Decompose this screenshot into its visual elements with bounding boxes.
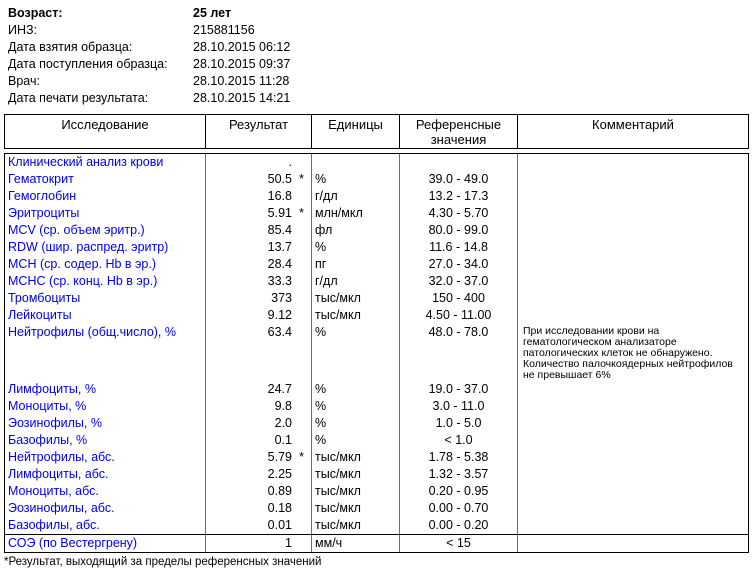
result-row — [5, 273, 748, 290]
result-cell — [205, 324, 311, 381]
reference-range-cell: 32.0 - 37.0 — [399, 273, 517, 290]
test-name-cell: Эозинофилы, абс. — [8, 501, 115, 515]
result-cell — [205, 432, 311, 449]
result-row — [5, 171, 748, 188]
reference-range-cell: 1.0 - 5.0 — [399, 415, 517, 432]
comment-cell — [517, 239, 748, 256]
reference-range-cell: 39.0 - 49.0 — [399, 171, 517, 188]
unit-cell: % — [311, 324, 399, 381]
test-name-cell: Базофилы, абс. — [8, 518, 100, 532]
result-value: 0.89 — [267, 484, 292, 498]
comment-cell — [517, 517, 748, 534]
info-value: 28.10.2015 06:12 — [193, 40, 291, 54]
result-cell — [205, 398, 311, 415]
result-cell — [205, 381, 311, 398]
info-value: 25 лет — [193, 6, 232, 20]
out-of-range-flag: * — [299, 206, 304, 220]
result-value: 2.25 — [267, 467, 292, 481]
unit-cell: тыс/мкл — [311, 449, 399, 466]
result-row — [5, 307, 748, 324]
test-name-cell: Лейкоциты — [8, 308, 72, 322]
result-cell — [205, 290, 311, 307]
result-cell — [205, 500, 311, 517]
test-name-cell: Базофилы, % — [8, 433, 88, 447]
out-of-range-flag: * — [299, 172, 304, 186]
column-header-reference: Референсные значения — [399, 115, 517, 148]
test-name-cell: Клинический анализ крови — [8, 155, 164, 169]
reference-range-cell: 0.00 - 0.20 — [399, 517, 517, 534]
unit-cell: % — [311, 239, 399, 256]
result-cell — [205, 449, 311, 466]
reference-range-cell: 11.6 - 14.8 — [399, 239, 517, 256]
unit-cell: млн/мкл — [311, 205, 399, 222]
comment-cell — [517, 535, 748, 552]
comment-cell: При исследовании крови на гематологическом анализаторе патологических клеток не обнаружено. Количество палочкоядерных нейтрофилов не превышает 6% — [517, 324, 748, 381]
comment-cell — [517, 205, 748, 222]
result-value: 5.91 — [267, 206, 292, 220]
unit-cell: тыс/мкл — [311, 517, 399, 534]
results-table — [4, 114, 749, 553]
result-row — [5, 500, 748, 517]
patient-info-row — [8, 90, 753, 107]
info-label: Дата взятия образца: — [8, 40, 133, 54]
result-value: 16.8 — [267, 189, 292, 203]
result-row — [5, 432, 748, 449]
reference-range-cell: 0.20 - 0.95 — [399, 483, 517, 500]
test-name-cell: Эозинофилы, % — [8, 416, 102, 430]
test-name-cell: RDW (шир. распред. эритр) — [8, 240, 169, 254]
result-value: 28.4 — [267, 257, 292, 271]
info-label: Дата поступления образца: — [8, 57, 168, 71]
unit-cell — [311, 154, 399, 171]
reference-range-cell: 1.78 - 5.38 — [399, 449, 517, 466]
reference-range-cell: < 1.0 — [399, 432, 517, 449]
out-of-range-flag: * — [299, 450, 304, 464]
test-name-cell: Гематокрит — [8, 172, 74, 186]
result-value: 13.7 — [267, 240, 292, 254]
result-value: 24.7 — [267, 382, 292, 396]
result-value: 63.4 — [267, 325, 292, 339]
result-cell — [205, 239, 311, 256]
result-row — [5, 398, 748, 415]
result-cell — [205, 171, 311, 188]
test-name-cell: MCHC (ср. конц. Hb в эр.) — [8, 274, 158, 288]
result-row — [5, 222, 748, 239]
result-cell — [205, 466, 311, 483]
result-value: 9.12 — [267, 308, 292, 322]
comment-cell — [517, 290, 748, 307]
result-value: 0.01 — [267, 518, 292, 532]
unit-cell: % — [311, 415, 399, 432]
result-row — [5, 256, 748, 273]
result-cell — [205, 517, 311, 534]
comment-cell — [517, 432, 748, 449]
result-cell — [205, 256, 311, 273]
result-cell — [205, 205, 311, 222]
test-name-cell: Моноциты, абс. — [8, 484, 99, 498]
unit-cell: тыс/мкл — [311, 500, 399, 517]
result-row — [5, 466, 748, 483]
unit-cell: тыс/мкл — [311, 466, 399, 483]
unit-cell: мм/ч — [311, 535, 399, 552]
reference-range-cell — [399, 154, 517, 171]
test-name-cell: Тромбоциты — [8, 291, 81, 305]
info-value: 215881156 — [193, 23, 255, 37]
unit-cell: г/дл — [311, 188, 399, 205]
column-header-result: Результат — [205, 115, 311, 148]
result-cell — [205, 307, 311, 324]
result-value: 0.18 — [267, 501, 292, 515]
column-header-units: Единицы — [311, 115, 399, 148]
test-name-cell: Нейтрофилы, абс. — [8, 450, 115, 464]
reference-range-cell: 48.0 - 78.0 — [399, 324, 517, 381]
comment-cell — [517, 154, 748, 171]
comment-cell — [517, 188, 748, 205]
result-value: 33.3 — [267, 274, 292, 288]
result-value: 373 — [271, 291, 292, 305]
result-row — [5, 449, 748, 466]
info-value: 28.10.2015 09:37 — [193, 57, 291, 71]
reference-range-cell: 13.2 - 17.3 — [399, 188, 517, 205]
result-cell — [205, 273, 311, 290]
unit-cell: тыс/мкл — [311, 307, 399, 324]
result-row — [5, 415, 748, 432]
result-value: 1 — [285, 536, 292, 550]
comment-cell — [517, 466, 748, 483]
result-value: 50.5 — [267, 172, 292, 186]
result-row — [5, 381, 748, 398]
test-name-cell: СОЭ (по Вестергрену) — [8, 536, 138, 550]
comment-cell — [517, 171, 748, 188]
patient-info-row — [8, 56, 753, 73]
patient-info-row — [8, 5, 753, 22]
comment-cell — [517, 500, 748, 517]
result-row — [5, 290, 748, 307]
patient-info-row — [8, 73, 753, 90]
comment-cell — [517, 222, 748, 239]
info-label: ИНЗ: — [8, 23, 38, 37]
test-name-cell: Эритроциты — [8, 206, 80, 220]
test-name-cell: Нейтрофилы (общ.число), % — [8, 325, 176, 339]
unit-cell: пг — [311, 256, 399, 273]
patient-info-row — [8, 22, 753, 39]
result-row — [5, 154, 748, 171]
unit-cell: % — [311, 432, 399, 449]
test-name-cell: Моноциты, % — [8, 399, 87, 413]
comment-cell — [517, 449, 748, 466]
result-value: 0.1 — [274, 433, 292, 447]
result-value: . — [288, 155, 292, 169]
info-value: 28.10.2015 14:21 — [193, 91, 291, 105]
reference-range-cell: 3.0 - 11.0 — [399, 398, 517, 415]
reference-range-cell: 1.32 - 3.57 — [399, 466, 517, 483]
result-cell — [205, 222, 311, 239]
info-value: 28.10.2015 11:28 — [193, 74, 290, 88]
result-value: 9.8 — [274, 399, 292, 413]
unit-cell: тыс/мкл — [311, 483, 399, 500]
result-row — [5, 239, 748, 256]
result-row — [5, 534, 748, 552]
out-of-range-footnote: *Результат, выходящий за пределы референсных значений — [4, 556, 322, 568]
comment-cell — [517, 256, 748, 273]
reference-range-cell: 0.00 - 0.70 — [399, 500, 517, 517]
unit-cell: % — [311, 398, 399, 415]
comment-cell — [517, 381, 748, 398]
test-name-cell: Лимфоциты, абс. — [8, 467, 109, 481]
test-name-cell: Лимфоциты, % — [8, 382, 96, 396]
reference-range-cell: 4.50 - 11.00 — [399, 307, 517, 324]
result-value: 5.79 — [267, 450, 292, 464]
result-row — [5, 517, 748, 534]
results-table-header — [4, 114, 749, 149]
result-cell — [205, 535, 311, 552]
result-cell — [205, 188, 311, 205]
info-label: Возраст: — [8, 6, 63, 20]
patient-info — [0, 0, 753, 107]
result-row — [5, 205, 748, 222]
info-label: Врач: — [8, 74, 40, 88]
column-header-comment: Комментарий — [517, 115, 748, 148]
result-row — [5, 324, 748, 381]
unit-cell: % — [311, 171, 399, 188]
reference-range-cell: 80.0 - 99.0 — [399, 222, 517, 239]
unit-cell: % — [311, 381, 399, 398]
reference-range-cell: 150 - 400 — [399, 290, 517, 307]
result-cell — [205, 154, 311, 171]
result-value: 85.4 — [267, 223, 292, 237]
info-label: Дата печати результата: — [8, 91, 149, 105]
comment-cell — [517, 398, 748, 415]
test-name-cell: MCV (ср. объем эритр.) — [8, 223, 145, 237]
comment-cell — [517, 483, 748, 500]
result-row — [5, 483, 748, 500]
result-cell — [205, 415, 311, 432]
test-name-cell: Гемоглобин — [8, 189, 77, 203]
unit-cell: фл — [311, 222, 399, 239]
result-value: 2.0 — [274, 416, 292, 430]
result-row — [5, 188, 748, 205]
comment-cell — [517, 273, 748, 290]
column-header-test: Исследование — [61, 117, 149, 132]
comment-cell — [517, 415, 748, 432]
results-table-body — [4, 153, 749, 553]
unit-cell: г/дл — [311, 273, 399, 290]
reference-range-cell: 19.0 - 37.0 — [399, 381, 517, 398]
reference-range-cell: < 15 — [399, 535, 517, 552]
test-name-cell: MCH (ср. содер. Hb в эр.) — [8, 257, 156, 271]
comment-cell — [517, 307, 748, 324]
patient-info-row — [8, 39, 753, 56]
unit-cell: тыс/мкл — [311, 290, 399, 307]
result-cell — [205, 483, 311, 500]
reference-range-cell: 4.30 - 5.70 — [399, 205, 517, 222]
reference-range-cell: 27.0 - 34.0 — [399, 256, 517, 273]
